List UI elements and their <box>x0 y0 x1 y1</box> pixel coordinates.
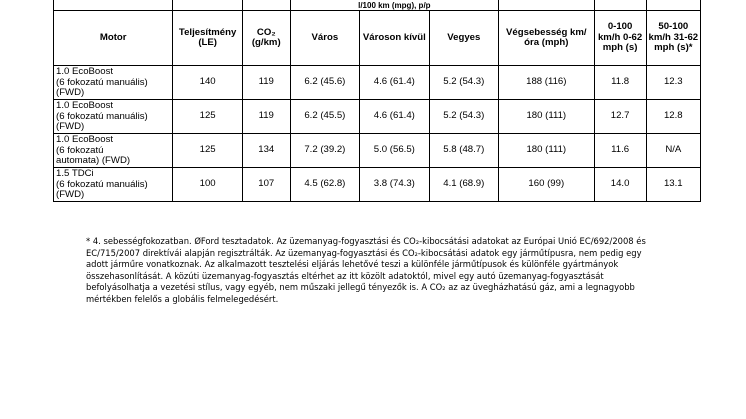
top-speed-cell: 180 (111) <box>499 134 595 168</box>
combined-cell: 5.2 (54.3) <box>429 66 498 100</box>
motor-line: (FWD) <box>56 121 85 132</box>
table-row <box>54 100 701 134</box>
extra-urban-cell: 5.0 (56.5) <box>360 134 429 168</box>
motor-line: (6 fokozatú manuális) <box>56 178 148 190</box>
footnote-text: * 4. sebességfokozatban. ØFord tesztadatok. Az üzemanyag-fogyasztási és CO₂-kibocsátási adatokat az Európai Unió EC/692/2008 és EC/715/2007 direktívái alapján regisztrálták. Az üzemanyag-fogyasztási és CO₂-kibocsátási adatok egy járműtípusra, nem pedig egy adott járműre vonatkoznak. Az alkalmazott tesztelési eljárás lehetővé teszi a különféle járműtípusok és különféle gyártmányok összehasonlítását. A közúti üzemanyag-fogyasztás eltérhet az itt közölt adatoktól, mivel egy autó üzemanyag-fogyasztását befolyásolhatja a vezetési stílus, vagy egyéb, nem műszaki jellegű tényezők is. A CO₂ az az üvegházhatású gáz, ami a legnagyobb mértékben felelős a globális felmelegedésért. <box>86 236 646 304</box>
motor-line: (6 fokozatú manuális) <box>56 76 148 88</box>
motor-line: 1.0 EcoBoost <box>56 134 114 145</box>
header-co2: CO₂ (g/km) <box>242 11 290 66</box>
header-combined: Vegyes <box>429 11 498 66</box>
combined-cell: 4.1 (68.9) <box>429 168 498 202</box>
top-speed-cell: 188 (116) <box>499 66 595 100</box>
power-cell: 100 <box>173 168 242 202</box>
power-cell: 125 <box>173 134 242 168</box>
power-cell: 125 <box>173 100 242 134</box>
header-motor: Motor <box>54 11 173 66</box>
extra-urban-cell: 4.6 (61.4) <box>360 100 429 134</box>
motor-cell <box>54 100 173 134</box>
table-row <box>54 134 701 168</box>
co2-cell: 119 <box>242 66 290 100</box>
header-accel-50-100: 50-100 km/h 31-62 mph (s)* <box>646 11 700 66</box>
accel-0-100-cell: 12.7 <box>594 100 646 134</box>
co2-cell: 107 <box>242 168 290 202</box>
city-cell: 6.2 (45.5) <box>290 100 359 134</box>
power-cell: 140 <box>173 66 242 100</box>
accel-0-100-cell: 11.6 <box>594 134 646 168</box>
city-cell: 4.5 (62.8) <box>290 168 359 202</box>
table-row <box>54 66 701 100</box>
engine-spec-table <box>53 0 701 202</box>
motor-line: automata) (FWD) <box>56 155 131 166</box>
table-group-header-row <box>54 0 701 11</box>
motor-line: (6 fokozatú manuális) <box>56 110 148 122</box>
header-extra-urban: Városon kívül <box>360 11 429 66</box>
header-power: Teljesítmény (LE) <box>173 11 242 66</box>
city-cell: 7.2 (39.2) <box>290 134 359 168</box>
fuel-consumption-group-header: l/100 km (mpg), p/p <box>290 0 498 11</box>
city-cell: 6.2 (45.6) <box>290 66 359 100</box>
motor-line: 1.5 TDCi <box>56 168 94 179</box>
extra-urban-cell: 4.6 (61.4) <box>360 66 429 100</box>
motor-line: (FWD) <box>56 87 85 98</box>
motor-line: 1.0 EcoBoost <box>56 66 114 77</box>
combined-cell: 5.8 (48.7) <box>429 134 498 168</box>
accel-50-100-cell: 12.8 <box>646 100 700 134</box>
accel-50-100-cell: 13.1 <box>646 168 700 202</box>
co2-cell: 134 <box>242 134 290 168</box>
co2-cell: 119 <box>242 100 290 134</box>
top-speed-cell: 160 (99) <box>499 168 595 202</box>
accel-50-100-cell: 12.3 <box>646 66 700 100</box>
accel-50-100-cell: N/A <box>646 134 700 168</box>
header-top-speed: Végsebesség km/óra (mph) <box>499 11 595 66</box>
motor-cell <box>54 168 173 202</box>
motor-line: 1.0 EcoBoost <box>56 100 114 111</box>
accel-0-100-cell: 11.8 <box>594 66 646 100</box>
combined-cell: 5.2 (54.3) <box>429 100 498 134</box>
table-row <box>54 168 701 202</box>
motor-line: (6 fokozatú <box>56 144 104 156</box>
accel-0-100-cell: 14.0 <box>594 168 646 202</box>
header-accel-0-100: 0-100 km/h 0-62 mph (s) <box>594 11 646 66</box>
table-header-row <box>54 11 701 66</box>
extra-urban-cell: 3.8 (74.3) <box>360 168 429 202</box>
motor-cell <box>54 66 173 100</box>
header-city: Város <box>290 11 359 66</box>
motor-line: (FWD) <box>56 189 85 200</box>
motor-cell <box>54 134 173 168</box>
top-speed-cell: 180 (111) <box>499 100 595 134</box>
